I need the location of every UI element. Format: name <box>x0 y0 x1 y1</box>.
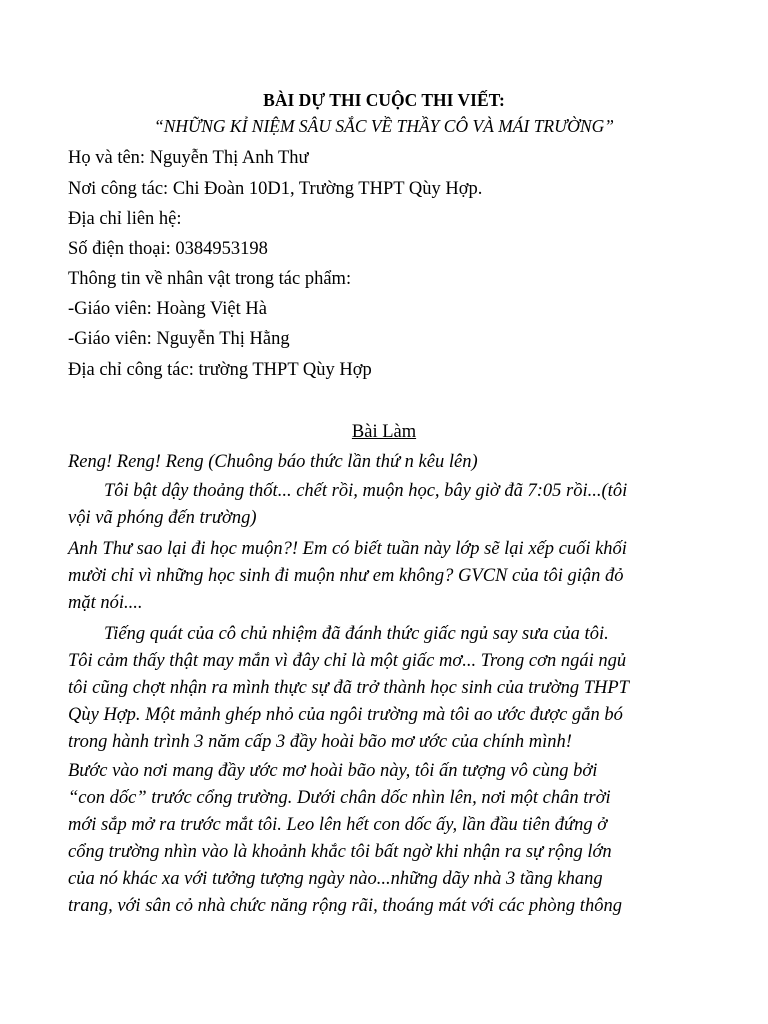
paragraph-line: vội vã phóng đến trường) <box>68 508 257 528</box>
paragraph-line: mới sắp mở ra trước mắt tôi. Leo lên hết con dốc ấy, lần đầu tiên đứng ở <box>68 815 608 835</box>
essay-paragraph-3 <box>68 536 696 617</box>
paragraph-line: mặt nói.... <box>68 593 143 613</box>
characters-intro: Thông tin về nhân vật trong tác phẩm: <box>68 269 352 289</box>
work-address: Địa chỉ công tác: trường THPT Qùy Hợp <box>68 360 372 380</box>
essay-paragraph-1: Reng! Reng! Reng (Chuông báo thức lần thứ n kêu lên) <box>68 452 478 472</box>
document-subtitle: “NHỮNG KỈ NIỆM SÂU SẮC VỀ THẦY CÔ VÀ MÁI TRƯỜNG” <box>153 116 614 136</box>
paragraph-line: Tôi cảm thấy thật may mắn vì đây chỉ là một giấc mơ... Trong cơn ngái ngủ <box>68 651 627 671</box>
paragraph-line: Bước vào nơi mang đầy ước mơ hoài bão này, tôi ấn tượng vô cùng bởi <box>68 761 598 781</box>
paragraph-line: trong hành trình 3 năm cấp 3 đầy hoài bão mơ ước của chính mình! <box>68 732 572 752</box>
paragraph-line: tôi cũng chợt nhận ra mình thực sự đã trở thành học sinh của trường THPT <box>68 678 629 698</box>
paragraph-line: của nó khác xa với tưởng tượng ngày nào...những dãy nhà 3 tầng khang <box>68 869 603 889</box>
teacher-1: -Giáo viên: Hoàng Việt Hà <box>68 299 267 319</box>
author-workplace: Nơi công tác: Chi Đoàn 10D1, Trường THPT Qùy Hợp. <box>68 179 483 199</box>
teacher-2: -Giáo viên: Nguyễn Thị Hằng <box>68 329 290 349</box>
paragraph-line: mười chỉ vì những học sinh đi muộn như em không? GVCN của tôi giận đỏ <box>68 566 624 586</box>
essay-paragraph-5 <box>68 758 696 920</box>
author-name: Họ và tên: Nguyễn Thị Anh Thư <box>68 148 309 168</box>
essay-heading: Bài Làm <box>351 422 417 442</box>
paragraph-line: Tôi bật dậy thoảng thốt... chết rồi, muộn học, bây giờ đã 7:05 rồi...(tôi <box>104 481 628 501</box>
document-title: BÀI DỰ THI CUỘC THI VIẾT: <box>263 90 505 110</box>
paragraph-line: Anh Thư sao lại đi học muộn?! Em có biết tuần này lớp sẽ lại xếp cuối khối <box>68 539 627 559</box>
paragraph-line: Tiếng quát của cô chủ nhiệm đã đánh thức giấc ngủ say sưa của tôi. <box>104 624 609 644</box>
author-address: Địa chỉ liên hệ: <box>68 209 182 229</box>
essay-paragraph-4 <box>68 621 696 756</box>
essay-paragraph-2 <box>68 478 696 532</box>
paragraph-line: trang, với sân cỏ nhà chức năng rộng rãi, thoáng mát với các phòng thông <box>68 896 622 916</box>
paragraph-line: cổng trường nhìn vào là khoảnh khắc tôi bất ngờ khi nhận ra sự rộng lớn <box>68 842 612 862</box>
paragraph-line: Qùy Hợp. Một mảnh ghép nhỏ của ngôi trường mà tôi ao ước được gắn bó <box>68 705 623 725</box>
paragraph-line: “con dốc” trước cổng trường. Dưới chân dốc nhìn lên, nơi một chân trời <box>68 788 611 808</box>
author-phone: Số điện thoại: 0384953198 <box>68 239 268 259</box>
